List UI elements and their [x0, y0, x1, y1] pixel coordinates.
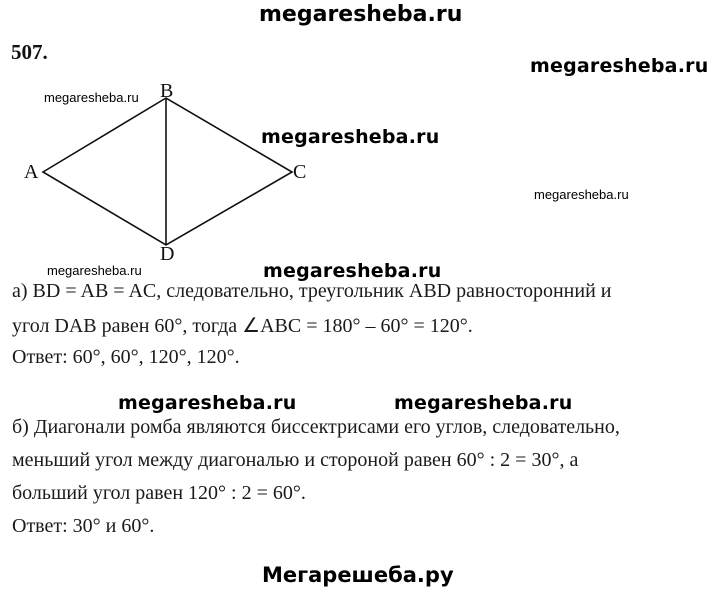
watermark-figure-right: megaresheba.ru [534, 187, 629, 202]
part-a-answer: Ответ: 60°, 60°, 120°, 120°. [12, 346, 240, 368]
watermark-below-figure-center: megaresheba.ru [263, 260, 442, 282]
watermark-top-right: megaresheba.ru [530, 55, 709, 77]
watermark-middle-right: megaresheba.ru [394, 392, 573, 414]
part-b-answer: Ответ: 30° и 60°. [12, 515, 155, 537]
vertex-label-a: A [24, 161, 39, 183]
vertex-label-c: C [293, 161, 307, 183]
problem-number: 507. [11, 40, 48, 64]
part-b-line-2: меньший угол между диагональю и стороной равен 60° : 2 = 30°, а [12, 449, 579, 471]
vertex-label-d: D [160, 243, 175, 265]
watermark-figure-center: megaresheba.ru [261, 126, 440, 148]
rhombus-outline [43, 98, 292, 245]
part-b-line-1: б) Диагонали ромба являются биссектрисами его углов, следовательно, [12, 416, 620, 438]
vertex-label-b: B [160, 80, 174, 102]
watermark-middle-left: megaresheba.ru [118, 392, 297, 414]
header-watermark: megaresheba.ru [259, 2, 463, 27]
part-a-line-1: а) BD = AB = AC, следовательно, треугольник ABD равносторонний и [12, 280, 612, 302]
watermark-below-figure-left: megaresheba.ru [47, 263, 142, 278]
watermark-figure-left: megaresheba.ru [44, 90, 139, 105]
part-b-line-3: больший угол равен 120° : 2 = 60°. [12, 482, 306, 504]
part-a-line-2: угол DAB равен 60°, тогда ∠ABC = 180° – 60° = 120°. [12, 315, 473, 337]
footer-site-title: Мегарешеба.ру [262, 563, 454, 587]
